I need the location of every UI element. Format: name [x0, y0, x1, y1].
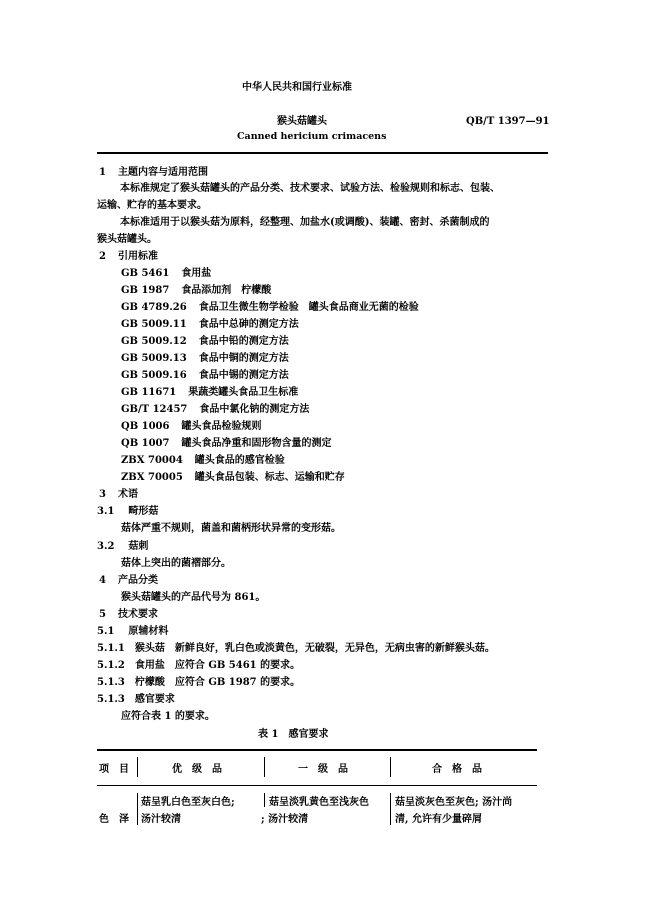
scope-paragraph-1-line-2: 运输、贮存的基本要求。: [97, 200, 207, 211]
table-row-label-color: 色 泽: [99, 814, 129, 825]
scope-paragraph-2-line-2: 猴头菇罐头。: [97, 234, 157, 245]
section-5-heading: [99, 608, 158, 621]
sensory-note: 应符合表 1 的要求。: [121, 711, 215, 722]
term-3-1-definition: 菇体严重不规则，菌盖和菌柄形状异常的变形菇。: [121, 523, 341, 534]
reference-item: ZBX 70005 罐头食品包装、标志、运输和贮存: [121, 472, 345, 483]
reference-item: GB 5009.12 食品中铅的测定方法: [121, 336, 289, 347]
clause-5-1-1: 5.1.1 猴头菇 新鲜良好，乳白色或淡黄色，无破裂，无异色，无病虫害的新鲜猴头菇。: [97, 643, 495, 654]
table-caption: 表 1 感官要求: [258, 729, 329, 740]
clause-5-1-2: 5.1.2 食用盐 应符合 GB 5461 的要求。: [97, 660, 301, 671]
term-3-2-heading: 3.2 菇刺: [97, 541, 149, 552]
section-number: 3: [99, 489, 106, 500]
column-divider: [137, 793, 138, 825]
reference-item: QB 1006 罐头食品检验规则: [121, 421, 262, 432]
scope-paragraph-1-line-1: 本标准规定了猴头菇罐头的产品分类、技术要求、试验方法、检验规则和标志、包装、: [120, 183, 500, 194]
table-cell-first-grade-line-1: 菇呈淡乳黄色至浅灰色: [269, 797, 369, 808]
reference-item: QB 1007 罐头食品净重和固形物含量的测定: [121, 438, 332, 449]
section-title: 术语: [117, 489, 138, 500]
section-4-heading: [99, 574, 158, 587]
reference-item: GB 11671 果蔬类罐头食品卫生标准: [121, 387, 299, 398]
classification-text: 猴头菇罐头的产品代号为 861。: [121, 592, 266, 603]
table-cell-premium-line-1: 菇呈乳白色至灰白色;: [141, 797, 235, 808]
section-1-heading: [99, 166, 208, 179]
standard-title: 猴头菇罐头: [277, 116, 327, 127]
section-number: 5: [99, 609, 106, 620]
table-cell-qualified-line-2: 清, 允许有少量碎屑: [395, 814, 482, 825]
reference-item: GB 5009.11 食品中总砷的测定方法: [121, 319, 299, 330]
column-divider: [390, 793, 391, 825]
reference-item: GB 1987 食品添加剂 柠檬酸: [121, 285, 272, 296]
table-header-premium: 优 级 品: [172, 764, 222, 775]
column-divider: [390, 757, 391, 777]
column-divider: [264, 793, 265, 807]
section-title: 产品分类: [117, 575, 158, 586]
clause-5-1-3-sensory: 5.1.3 感官要求: [97, 694, 175, 705]
reference-item: GB 4789.26 食品卫生微生物学检验 罐头食品商业无菌的检验: [121, 302, 419, 313]
org-title: 中华人民共和国行业标准: [242, 82, 352, 93]
section-3-heading: [99, 488, 138, 501]
section-number: 1: [99, 167, 106, 178]
section-title: 技术要求: [117, 609, 158, 620]
table-cell-qualified-line-1: 菇呈淡灰色至灰色; 汤汁尚: [395, 797, 513, 808]
reference-item: GB 5461 食用盐: [121, 268, 212, 279]
standard-code: QB/T 1397—91: [466, 116, 550, 127]
table-header-first-grade: 一 级 品: [298, 764, 348, 775]
table-cell-premium-line-2: 汤汁较清: [141, 814, 181, 825]
header-rule: [97, 152, 548, 154]
section-title: 引用标准: [117, 251, 158, 262]
scope-paragraph-2-line-1: 本标准适用于以猴头菇为原料，经整理、加盐水(或调酸)、装罐、密封、杀菌制成的: [120, 217, 490, 228]
reference-item: GB 5009.16 食品中锡的测定方法: [121, 370, 289, 381]
table-header-rule: [97, 785, 537, 786]
reference-item: GB/T 12457 食品中氯化钠的测定方法: [121, 404, 310, 415]
column-divider: [264, 757, 265, 777]
section-2-heading: [99, 250, 158, 263]
english-title: Canned hericium crimacens: [237, 131, 387, 142]
section-number: 2: [99, 251, 106, 262]
table-header-qualified: 合 格 品: [432, 764, 482, 775]
term-3-2-definition: 菇体上突出的菌褶部分。: [121, 558, 231, 569]
section-title: 主题内容与适用范围: [117, 167, 208, 178]
table-cell-first-grade-line-2: ; 汤汁较清: [261, 814, 309, 825]
table-header-item: 项 目: [99, 764, 129, 775]
reference-item: GB 5009.13 食品中铜的测定方法: [121, 353, 289, 364]
table-top-rule: [97, 749, 537, 751]
term-3-1-heading: 3.1 畸形菇: [97, 506, 159, 517]
section-number: 4: [99, 575, 106, 586]
clause-5-1-3-citric-acid: 5.1.3 柠檬酸 应符合 GB 1987 的要求。: [97, 677, 301, 688]
clause-5-1: 5.1 原辅材料: [97, 626, 169, 637]
reference-item: ZBX 70004 罐头食品的感官检验: [121, 455, 285, 466]
column-divider: [137, 757, 138, 777]
